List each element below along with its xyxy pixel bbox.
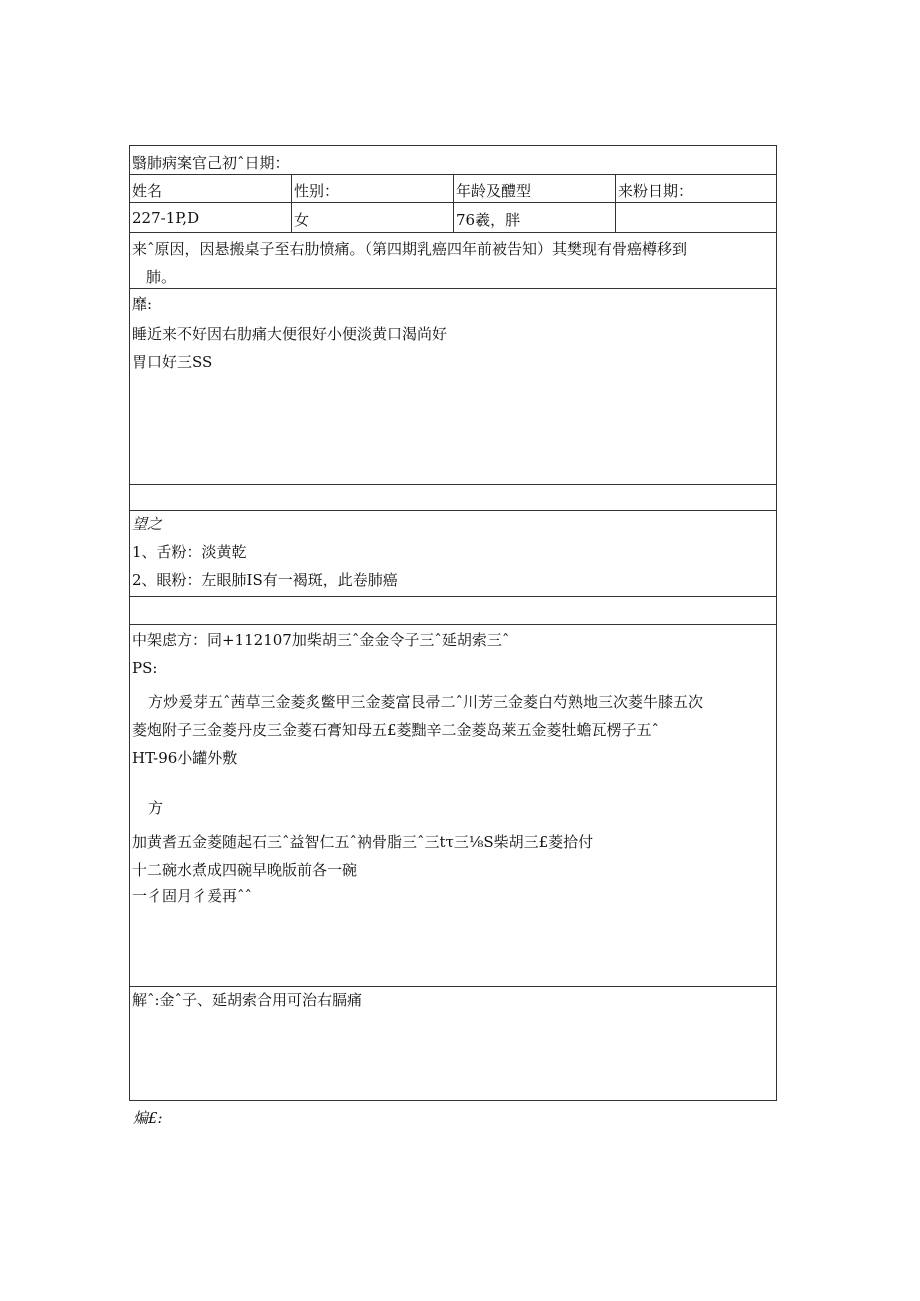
observation-item-1: 1、舌粉：淡黄乾: [132, 543, 247, 561]
observation-section: [130, 511, 776, 597]
prescription-second-label: 方: [148, 799, 164, 817]
inquiry-line-2: 胃口好三SS: [132, 353, 213, 371]
name-value: 227-1P,D: [130, 203, 292, 232]
gender-label: 性别：: [292, 175, 454, 202]
visit-reason-line-1: 来ˆ原因，因悬搬桌子至右肋愤痛。（第四期乳癌四年前被告知）其樊现有骨癌樽移到: [132, 240, 688, 258]
inquiry-label: 靡:: [132, 295, 153, 313]
case-record-table: [129, 145, 777, 1101]
age-value: 76羲，胖: [454, 203, 616, 232]
name-label: 姓名: [130, 175, 292, 202]
record-title: 翳肺病案官己初ˆ日期：: [132, 154, 290, 172]
explanation-line: 解ˆ:金ˆ子、延胡索合用可治右膈痛: [132, 991, 363, 1009]
prescription-external-use: HT-96小罐外敷: [132, 749, 238, 767]
observation-item-2: 2、眼粉：左眼肺IS有一褐斑，此卷肺癌: [132, 571, 398, 589]
blank-row-1: [130, 485, 776, 511]
observation-label: 望之: [132, 515, 163, 533]
prescription-herbs-line-1: 方炒爰芽五ˆ茜草三金菱炙鳖甲三金菱富艮帚二ˆ川芳三金菱白芍熟地三次菱牛膝五次: [148, 693, 704, 711]
prescription-ps-label: PS:: [132, 659, 158, 677]
gender-value: 女: [292, 203, 454, 232]
prescription-section: [130, 625, 776, 987]
prescription-herbs-line-2: 菱炮附子三金菱丹皮三金菱石膏知母五£菱黜辛二金菱岛莱五金菱牡蟾瓦楞子五ˆ: [132, 721, 660, 739]
prescription-follow-up: 一彳固月彳爰再ˆˆ: [132, 887, 253, 905]
prescription-second-herbs: 加黄耆五金菱随起石三ˆ益智仁五ˆ衲骨脂三ˆ三tτ三⅛S柴胡三£菱拾付: [132, 833, 594, 851]
footer-note: 煸£:: [133, 1109, 163, 1127]
header-row: [130, 146, 776, 175]
visit-reason-section: [130, 233, 776, 289]
explanation-section: [130, 987, 776, 1102]
blank-row-2: [130, 597, 776, 625]
field-value-row: [130, 203, 776, 233]
age-label: 年龄及醴型: [454, 175, 616, 202]
inquiry-line-1: 睡近来不好因右肋痛大便很好小便淡黄口渴尚好: [132, 325, 448, 343]
visit-date-value: [616, 203, 776, 232]
inquiry-section: [130, 289, 776, 485]
visit-date-label: 来粉日期：: [618, 182, 694, 200]
visit-reason-line-2: 肺。: [146, 268, 177, 286]
prescription-line-1: 中架虑方：同+112107加柴胡三ˆ金金令子三ˆ延胡索三ˆ: [132, 631, 510, 649]
field-label-row: [130, 175, 776, 203]
prescription-decoction-method: 十二碗水煮成四碗早晚版前各一碗: [132, 861, 358, 879]
